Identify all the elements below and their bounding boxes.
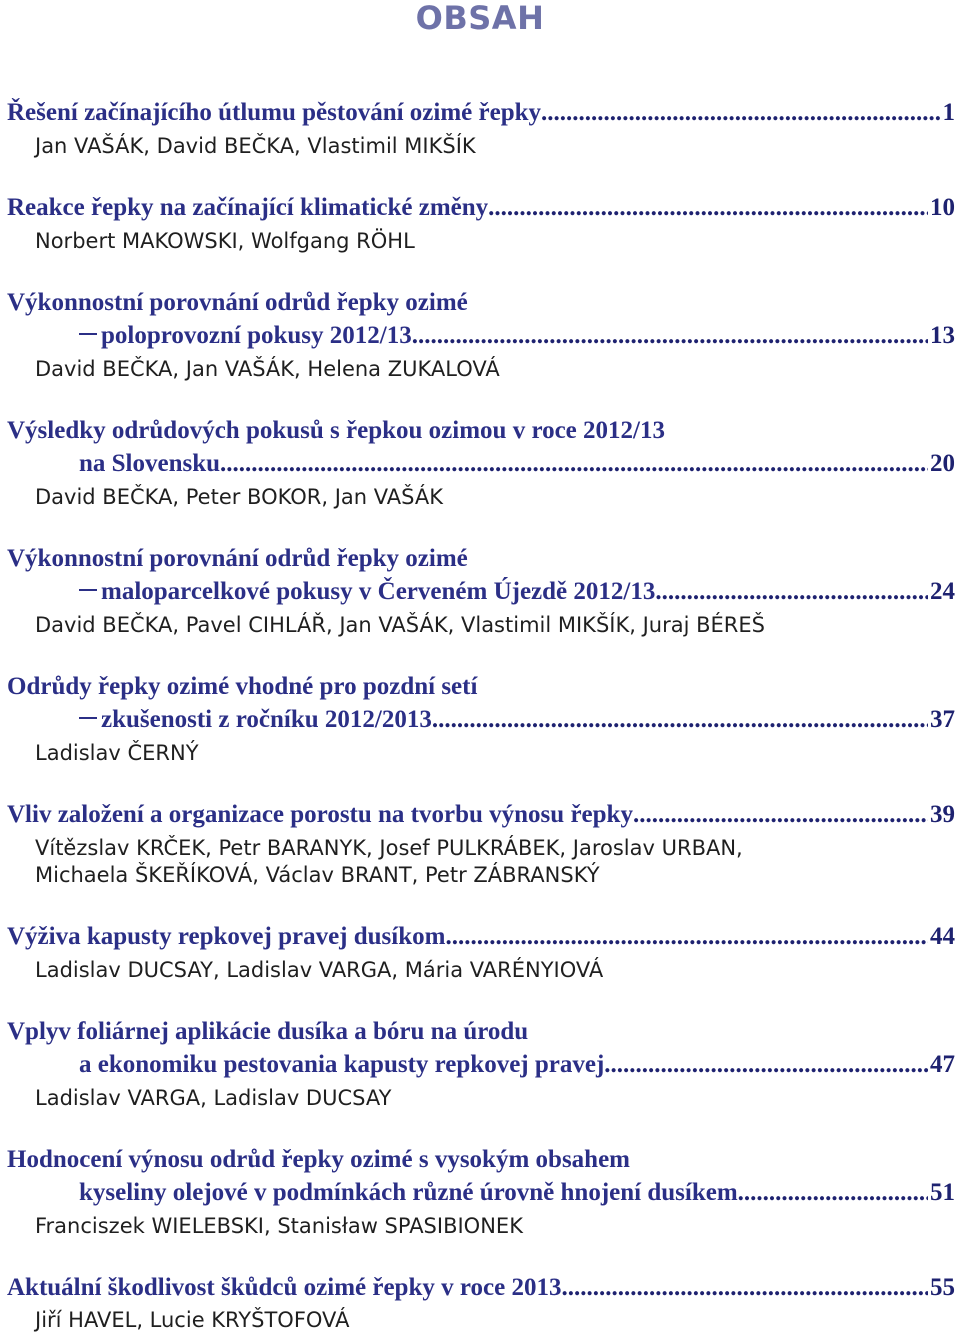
- toc-title-continuation: poloprovozní pokusy 2012/13: [101, 322, 412, 349]
- dot-leader: [738, 1178, 928, 1208]
- dash-mark: [79, 589, 97, 591]
- toc-title: Vliv založení a organizace porostu na tvorbu výnosu řepky: [7, 801, 633, 828]
- page-number: 10: [930, 194, 955, 221]
- toc-title-continuation: maloparcelkové pokusy v Červeném Újezdě 2012/13: [101, 578, 656, 605]
- toc-title-line: [79, 705, 955, 735]
- page-number: 20: [930, 450, 955, 477]
- toc-authors: Jan VAŠÁK, David BEČKA, Vlastimil MIKŠÍK: [35, 134, 476, 158]
- toc-authors: Ladislav DUCSAY, Ladislav VARGA, Mária VARÉNYIOVÁ: [35, 958, 604, 982]
- toc-authors: Vítězslav KRČEK, Petr BARANYK, Josef PULKRÁBEK, Jaroslav URBAN,: [35, 836, 743, 860]
- toc-title: Reakce řepky na začínající klimatické změny: [7, 194, 489, 221]
- toc-title-line: [7, 1145, 955, 1175]
- toc-title-continuation: a ekonomiku pestovania kapusty repkovej pravej: [79, 1051, 605, 1078]
- dot-leader: [412, 321, 928, 351]
- toc-title: Výsledky odrůdových pokusů s řepkou ozimou v roce 2012/13: [7, 417, 665, 444]
- toc-title: Výkonnostní porovnání odrůd řepky ozimé: [7, 545, 468, 572]
- toc-title-line: [7, 544, 955, 574]
- toc-title-line: [7, 288, 955, 318]
- toc-title-line: [79, 321, 955, 351]
- toc-title-line: [7, 1273, 955, 1303]
- toc-authors: David BEČKA, Pavel CIHLÁŘ, Jan VAŠÁK, Vlastimil MIKŠÍK, Juraj BÉREŠ: [35, 613, 765, 637]
- page-number: 37: [930, 706, 955, 733]
- toc-authors: Franciszek WIELEBSKI, Stanisław SPASIBIONEK: [35, 1214, 523, 1238]
- dot-leader: [655, 577, 928, 607]
- toc-title-continuation: kyseliny olejové v podmínkách různé úrovně hnojení dusíkem: [79, 1179, 738, 1206]
- toc-title: Výživa kapusty repkovej pravej dusíkom: [7, 923, 446, 950]
- toc-title-line: [7, 98, 955, 128]
- dash-mark: [79, 717, 97, 719]
- toc-title-line: [79, 449, 955, 479]
- toc-title-line: [7, 193, 955, 223]
- page-number: 51: [930, 1179, 955, 1206]
- toc-title: Výkonnostní porovnání odrůd řepky ozimé: [7, 289, 468, 316]
- toc-authors: Ladislav ČERNÝ: [35, 741, 199, 765]
- toc-authors: David BEČKA, Jan VAŠÁK, Helena ZUKALOVÁ: [35, 357, 500, 381]
- toc-title: Odrůdy řepky ozimé vhodné pro pozdní setí: [7, 673, 478, 700]
- dot-leader: [432, 705, 928, 735]
- toc-title: Hodnocení výnosu odrůd řepky ozimé s vysokým obsahem: [7, 1146, 630, 1173]
- dot-leader: [445, 922, 928, 952]
- page-number: 39: [930, 801, 955, 828]
- toc-title-line: [79, 1178, 955, 1208]
- dash-mark: [79, 333, 97, 335]
- toc-title: Řešení začínajícího útlumu pěstování ozimé řepky: [7, 99, 542, 126]
- toc-title-line: [7, 800, 955, 830]
- page-number: 13: [930, 322, 955, 349]
- dot-leader: [488, 193, 928, 223]
- dot-leader: [633, 800, 928, 830]
- toc-title: Aktuální škodlivost škůdců ozimé řepky v roce 2013: [7, 1274, 562, 1301]
- dot-leader: [220, 449, 928, 479]
- dot-leader: [604, 1050, 928, 1080]
- toc-title-line: [7, 416, 955, 446]
- page-title: OBSAH: [415, 0, 545, 37]
- toc-authors: Michaela ŠKEŘÍKOVÁ, Václav BRANT, Petr ZÁBRANSKÝ: [35, 863, 600, 887]
- toc-title-line: [7, 1017, 955, 1047]
- page-number: 1: [942, 99, 955, 126]
- toc-authors: Jiří HAVEL, Lucie KRYŠTOFOVÁ: [35, 1308, 350, 1332]
- toc-title-continuation: zkušenosti z ročníku 2012/2013: [101, 706, 432, 733]
- page-number: 44: [930, 923, 955, 950]
- toc-title-line: [7, 672, 955, 702]
- toc-title: Vplyv foliárnej aplikácie dusíka a bóru na úrodu: [7, 1018, 529, 1045]
- toc-title-continuation: na Slovensku: [79, 450, 221, 477]
- toc-title-line: [79, 1050, 955, 1080]
- toc-authors: Ladislav VARGA, Ladislav DUCSAY: [35, 1086, 392, 1110]
- toc-authors: Norbert MAKOWSKI, Wolfgang RÖHL: [35, 229, 415, 253]
- toc-title-line: [7, 922, 955, 952]
- page-number: 47: [930, 1051, 955, 1078]
- toc-title-line: [79, 577, 955, 607]
- toc-authors: David BEČKA, Peter BOKOR, Jan VAŠÁK: [35, 485, 444, 509]
- page-number: 55: [930, 1274, 955, 1301]
- dot-leader: [541, 98, 940, 128]
- dot-leader: [561, 1273, 928, 1303]
- page-number: 24: [930, 578, 955, 605]
